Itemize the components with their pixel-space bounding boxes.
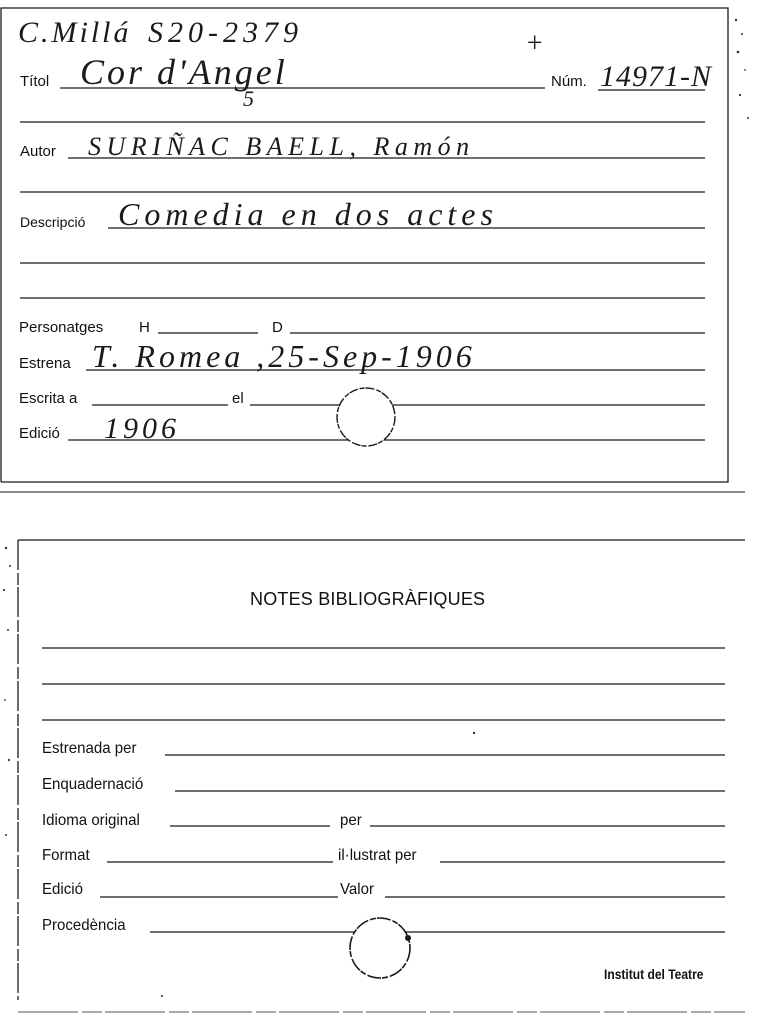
provenance-label: Procedència <box>42 917 126 934</box>
written-label: Escrita a <box>19 390 78 407</box>
collection-handwriting: C.Millá <box>18 16 132 49</box>
premiere-label: Estrena <box>19 355 71 372</box>
written-date-label: el <box>232 390 244 407</box>
binding-label: Enquadernació <box>42 776 144 793</box>
format-label: Format <box>42 847 90 864</box>
edition-label: Edició <box>19 425 60 442</box>
illustrated-by-label: il·lustrat per <box>338 847 417 864</box>
author-label: Autor <box>20 143 56 160</box>
back-edition-label: Edició <box>42 881 83 898</box>
original-language-label: Idioma original <box>42 812 140 829</box>
number-label: Núm. <box>551 73 587 90</box>
bibliographic-notes-heading: NOTES BIBLIOGRÀFIQUES <box>250 589 486 609</box>
description-value: Comedia en dos actes <box>118 196 498 232</box>
institution-imprint: Institut del Teatre <box>604 966 704 982</box>
premiered-by-label: Estrenada per <box>42 740 137 757</box>
author-value: SURIÑAC BAELL, Ramón <box>88 132 475 161</box>
title-value: Cor d'Angel <box>80 52 288 92</box>
value-label: Valor <box>340 881 375 898</box>
title-note: 5 <box>243 86 254 111</box>
premiere-value: T. Romea ,25-Sep-1906 <box>92 338 476 374</box>
edition-value: 1906 <box>104 412 180 445</box>
characters-label: Personatges <box>19 319 104 336</box>
punch-hole <box>350 918 410 978</box>
description-label: Descripció <box>20 214 86 230</box>
punch-hole <box>337 388 395 446</box>
translated-by-label: per <box>340 812 362 829</box>
signature-handwriting: S20-2379 <box>148 16 303 49</box>
ink-blot <box>405 935 411 941</box>
title-label: Títol <box>20 73 50 90</box>
number-value: 14971-N <box>600 60 712 93</box>
cross-mark: + <box>525 28 544 59</box>
characters-d-label: D <box>272 319 283 336</box>
characters-h-label: H <box>139 319 150 336</box>
